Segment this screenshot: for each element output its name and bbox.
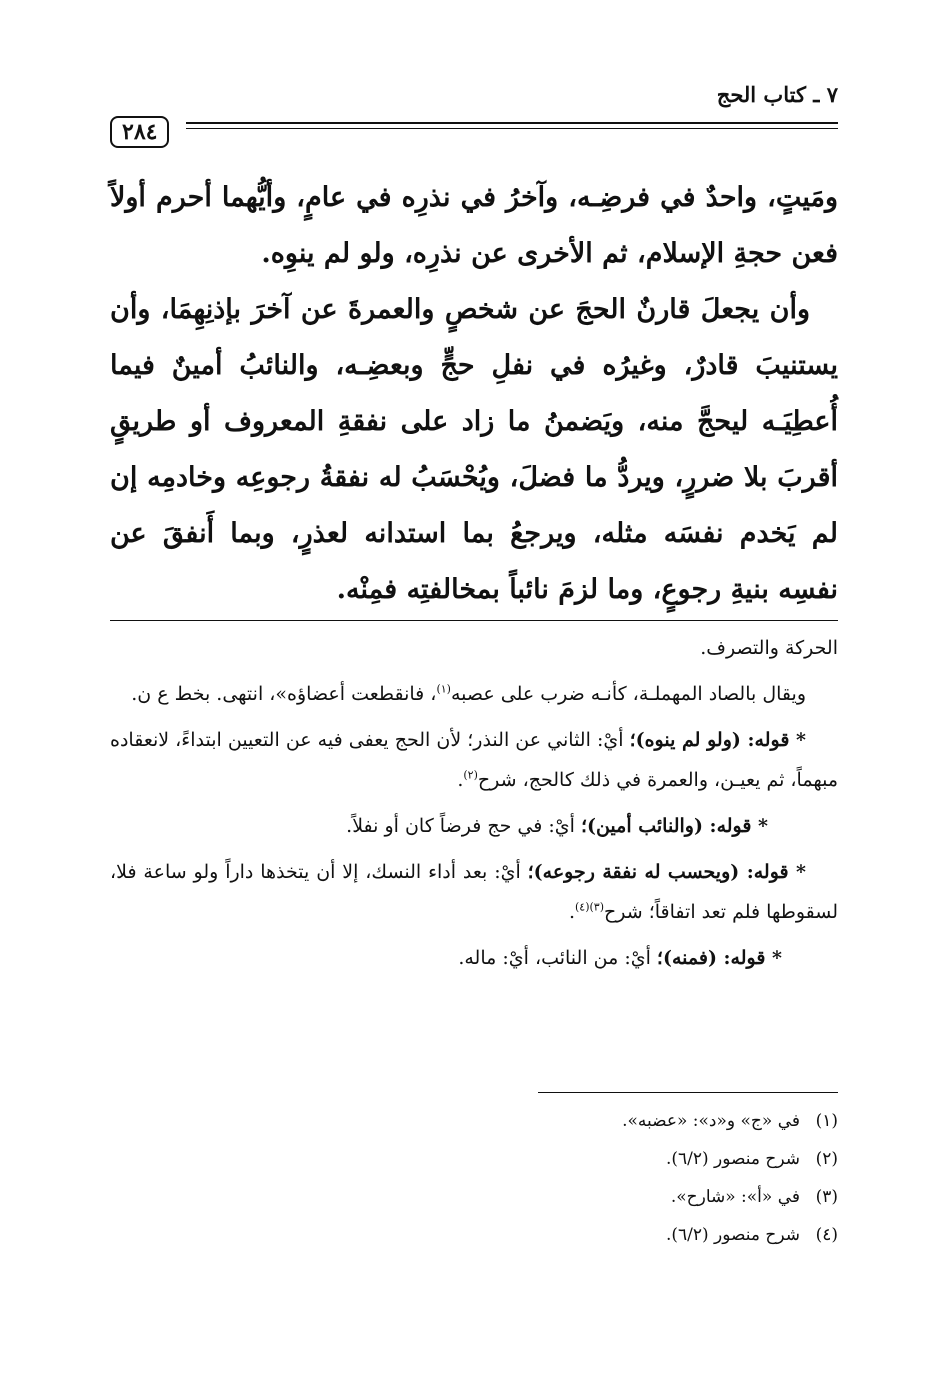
footnote-text: شرح منصور (٦/٢). — [665, 1225, 800, 1245]
commentary-text: ويقال بالصاد المهملـة، كأنـه ضرب على عصبه — [450, 683, 806, 705]
qawl-entry-3 — [110, 852, 838, 932]
star-marker: * — [788, 861, 806, 883]
page-number: ٢٨٤ — [110, 116, 169, 148]
footnote-item — [110, 1216, 838, 1254]
footnote-ref-3-4[interactable]: (٣)(٤) — [574, 900, 605, 914]
star-marker: * — [751, 815, 768, 837]
commentary — [110, 628, 838, 984]
header-rule-thin — [186, 128, 838, 129]
qawl-text: أيْ: في حج فرضاً كان أو نفلاً. — [346, 815, 581, 837]
footnote-ref-2[interactable]: (٢) — [463, 768, 478, 782]
qawl-entry-1 — [110, 720, 838, 800]
footnote-item — [110, 1140, 838, 1178]
qawl-label: قوله: (فمنه)؛ — [656, 947, 766, 969]
footnote-number: (٤) — [815, 1225, 838, 1245]
qawl-text: أيْ: الثاني عن النذر؛ لأن الحج يعفى فيه عن التعيين ابتداءً، لانعقاده مبهماً، ثم يعيـن، والعمرة في ذلك كالحج، شرح — [110, 729, 838, 791]
main-paragraph-2: وأن يجعلَ قارنٌ الحجَ عن شخصٍ والعمرةَ عن آخرَ بإذنِهِمَا، وأن يستنيبَ قادرٌ، وغيرُه في نفلِ حجٍّ وبعضِـه، والنائبُ أمينٌ فيما أُعطِيَـه ليحجَّ منه، ويَضمنُ ما زاد على نفقةِ المعروف أو طريقٍ أقربَ بلا ضررٍ، ويردُّ ما فضلَ، ويُحْسَبُ له نفقةُ رجوعِه وخادمِه إن لم يَخدم نفسَه مثله، ويرجعُ بما استدانه لعذرٍ، وبما أَنفقَ عن نفسِه بنيةِ رجوعٍ، وما لزمَ نائباً بمخالفتِه فمِنْه. — [110, 294, 838, 605]
qawl-entry-2 — [110, 806, 838, 846]
qawl-label: قوله: (والنائب أمين)؛ — [580, 815, 752, 837]
page-header — [110, 80, 838, 144]
footnote-ref-1[interactable]: (١) — [436, 682, 451, 696]
running-title: ٧ ـ كتاب الحج — [716, 82, 838, 107]
qawl-text: أيْ: بعد أداء النسك، إلا أن يتخذها داراً ولو ساعة فلا، لسقوطها فلم تعد اتفاقاً؛ شرح — [110, 861, 838, 923]
header-rule — [186, 122, 838, 124]
main-text — [110, 170, 838, 618]
star-marker: * — [765, 947, 782, 969]
footnote-number: (٣) — [815, 1187, 838, 1207]
commentary-text: ، فانقطعت أعضاؤه»، انتهى. بخط ع ن. — [131, 683, 437, 705]
footnote-item — [110, 1178, 838, 1216]
qawl-label: قوله: (ويحسب له نفقة رجوعه)؛ — [527, 861, 789, 883]
text-divider — [110, 620, 838, 621]
qawl-label: قوله: (ولو لم ينوه)؛ — [629, 729, 790, 751]
footnote-number: (٢) — [815, 1149, 838, 1169]
qawl-text: أيْ: من النائب، أيْ: ماله. — [458, 947, 657, 969]
footnote-text: في «ج» و«د»: «عضبه». — [622, 1111, 800, 1131]
footnote-text: في «أ»: «شارح». — [670, 1187, 800, 1207]
footnote-number: (١) — [815, 1111, 838, 1131]
commentary-line-1 — [110, 628, 838, 668]
footnote-divider — [538, 1092, 838, 1093]
commentary-line-2 — [110, 674, 838, 714]
commentary-text: الحركة والتصرف. — [700, 637, 838, 659]
book-page — [110, 80, 838, 1320]
main-paragraph-1: ومَيتٍ، واحدٌ في فرضِـه، وآخرُ في نذرِه في عامٍ، وأيُّهما أحرم أولاً فعن حجةِ الإسلام، ثم الأخرى عن نذرِه، ولو لم ينوِه. — [110, 182, 838, 269]
footnote-text: شرح منصور (٦/٢). — [665, 1149, 800, 1169]
qawl-text-end: . — [568, 901, 575, 923]
footnote-item — [110, 1102, 838, 1140]
star-marker: * — [789, 729, 806, 751]
qawl-text-end: . — [457, 769, 464, 791]
qawl-entry-4 — [110, 938, 838, 978]
footnotes — [110, 1102, 838, 1254]
